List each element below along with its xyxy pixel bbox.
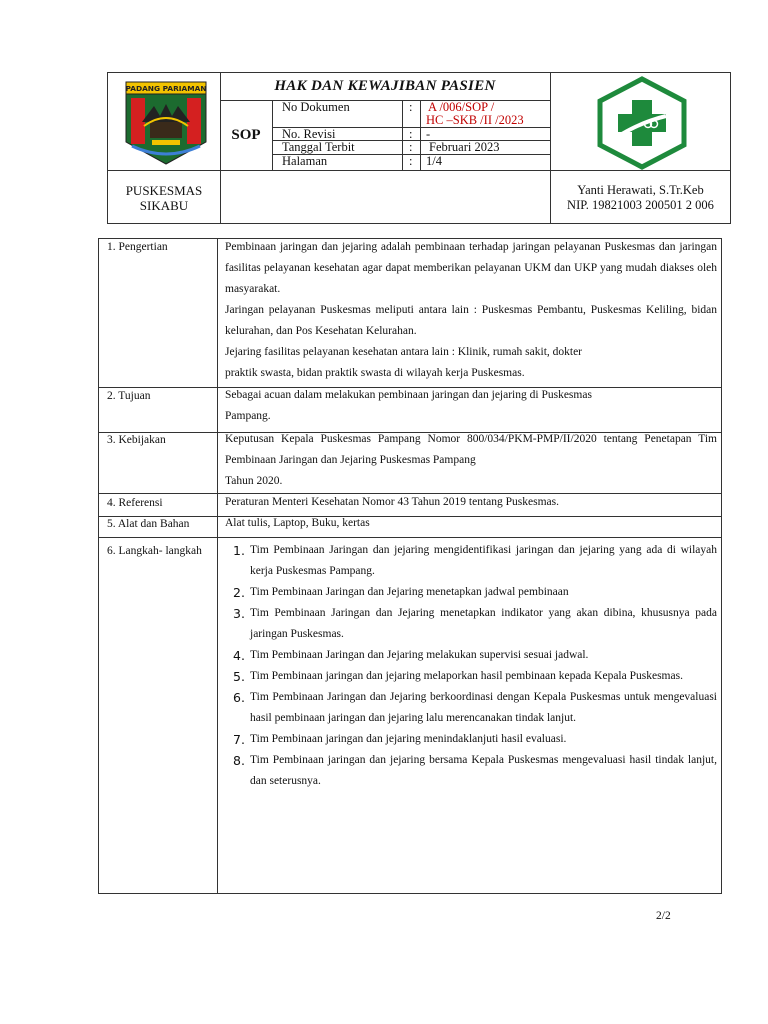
paragraph: Alat tulis, Laptop, Buku, kertas [225, 517, 370, 529]
no-dokumen-value-1: A /006/SOP / [428, 100, 495, 114]
signer-name: Yanti Herawati, S.Tr.Keb [577, 182, 704, 197]
colon: : [409, 154, 413, 168]
section-body-referensi [225, 492, 717, 513]
page-number: 2/2 [656, 910, 671, 922]
section-label-pengertian: 1. Pengertian [107, 241, 168, 253]
step-number: 7. [233, 732, 245, 747]
puskesmas-logo [592, 76, 692, 170]
section-body-alat-bahan [225, 513, 717, 534]
step-number: 3. [233, 606, 245, 621]
halaman-label: Halaman [282, 154, 328, 168]
paragraph: Jaringan pelayanan Puskesmas meliputi antara lain : Puskesmas Pembantu, Puskesmas Keliling, bidan kelurahan, dan Pos Kesehatan Kelurahan. [225, 304, 717, 337]
svg-text:PADANG PARIAMAN: PADANG PARIAMAN [125, 84, 207, 93]
step-text: Tim Pembinaan Jaringan dan Jejaring menetapkan indikator yang akan dibina, khususnya pada jaringan Puskesmas. [250, 607, 717, 640]
padang-pariaman-logo [122, 80, 210, 166]
list-item [225, 645, 717, 666]
paragraph: Keputusan Kepala Puskesmas Pampang Nomor 800/034/PKM-PMP/II/2020 tentang Penetapan Tim Pembinaan Jaringan dan Jejaring Puskesmas Pampang [225, 433, 717, 466]
step-number: 4. [233, 648, 245, 663]
paragraph: Pembinaan jaringan dan jejaring adalah pembinaan terhadap jaringan pelayanan Puskesmas dan jaringan fasilitas pelayanan kesehatan agar dapat memberikan pelayanan UKM dan UKP yang mudah diakses oleh masyarakat. [225, 241, 717, 295]
paragraph: Sebagai acuan dalam melakukan pembinaan jaringan dan jejaring di Puskesmas [225, 389, 592, 401]
step-text: Tim Pembinaan Jaringan dan jejaring mengidentifikasi jaringan dan jejaring yang ada di wilayah kerja Puskesmas Pampang. [250, 544, 717, 577]
section-body-kebijakan [225, 429, 717, 492]
list-item [225, 603, 717, 645]
step-text: Tim Pembinaan jaringan dan jejaring melaporkan hasil pembinaan kepada Kepala Puskesmas. [250, 670, 683, 682]
paragraph: praktik swasta, bidan praktik swasta di wilayah kerja Puskesmas. [225, 367, 525, 379]
list-item [225, 750, 717, 792]
colon: : [409, 127, 413, 141]
halaman-value: 1/4 [426, 154, 442, 168]
steps-list [225, 540, 717, 792]
step-text: Tim Pembinaan Jaringan dan Jejaring menetapkan jadwal pembinaan [250, 586, 569, 598]
section-label-kebijakan: 3. Kebijakan [107, 434, 166, 446]
step-number: 5. [233, 669, 245, 684]
paragraph: Pampang. [225, 410, 271, 422]
signer-block [550, 171, 731, 224]
section-label-langkah: 6. Langkah- langkah [107, 545, 202, 557]
no-revisi-label: No. Revisi [282, 127, 336, 141]
no-revisi-value: - [426, 127, 431, 141]
section-label-alat-bahan: 5. Alat dan Bahan [107, 518, 190, 530]
institution-name [108, 171, 220, 224]
section-label-referensi: 4. Referensi [107, 497, 163, 509]
list-item [225, 729, 717, 750]
colon: : [409, 100, 413, 114]
step-text: Tim Pembinaan jaringan dan jejaring bersama Kepala Puskesmas mengevaluasi hasil tindak lanjut, dan seterusnya. [250, 754, 717, 787]
section-body-langkah [225, 540, 717, 792]
list-item [225, 687, 717, 729]
signer-nip: NIP. 19821003 200501 2 006 [567, 197, 714, 212]
no-dokumen-value-2: HC –SKB /II /2023 [426, 113, 524, 127]
list-item [225, 540, 717, 582]
step-number: 2. [233, 585, 245, 600]
step-text: Tim Pembinaan Jaringan dan Jejaring berkoordinasi dengan Kepala Puskesmas untuk mengevaluasi hasil pembinaan jaringan dan jejaring lalu merencanakan tindak lanjut. [250, 691, 717, 724]
sop-label: SOP [231, 126, 261, 143]
paragraph: Jejaring fasilitas pelayanan kesehatan antara lain : Klinik, rumah sakit, dokter [225, 346, 583, 358]
step-number: 1. [233, 543, 245, 558]
step-text: Tim Pembinaan jaringan dan jejaring menindaklanjuti hasil evaluasi. [250, 733, 567, 745]
list-item [225, 582, 717, 603]
institution-line: PUSKESMAS [125, 182, 203, 198]
section-body-tujuan [225, 385, 717, 427]
no-dokumen-label: No Dokumen [282, 100, 350, 114]
list-item [225, 666, 717, 687]
document-title: HAK DAN KEWAJIBAN PASIEN [274, 78, 496, 94]
paragraph: Peraturan Menteri Kesehatan Nomor 43 Tahun 2019 tentang Puskesmas. [225, 496, 560, 508]
institution-line: SIKABU [139, 197, 189, 213]
document-header [107, 72, 731, 224]
step-number: 8. [233, 753, 245, 768]
tanggal-terbit-value: Februari 2023 [429, 140, 500, 154]
paragraph: Tahun 2020. [225, 475, 283, 487]
section-body-pengertian [225, 237, 717, 384]
sop-content-table [98, 238, 722, 894]
colon: : [409, 140, 413, 154]
section-label-tujuan: 2. Tujuan [107, 390, 151, 402]
step-number: 6. [233, 690, 245, 705]
tanggal-terbit-label: Tanggal Terbit [282, 140, 355, 154]
step-text: Tim Pembinaan Jaringan dan Jejaring melakukan supervisi sesuai jadwal. [250, 649, 589, 661]
